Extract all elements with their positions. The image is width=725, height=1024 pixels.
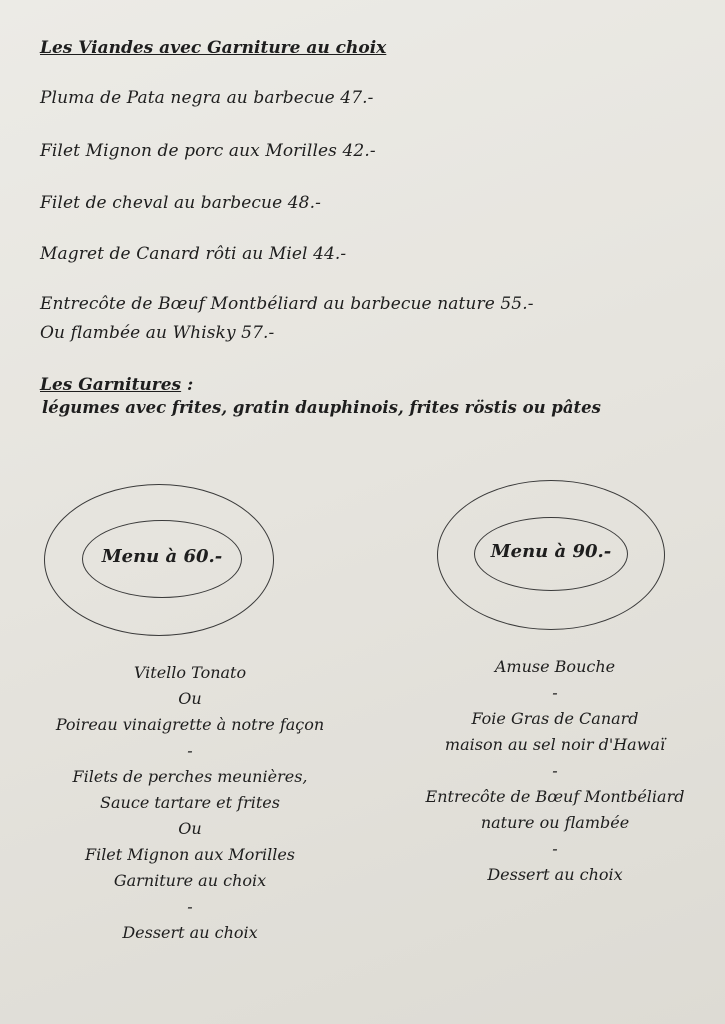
viandes-heading: Les Viandes avec Garniture au choix (40, 38, 387, 58)
garnitures-colon: : (181, 375, 194, 395)
menu90-separator: - (552, 683, 558, 702)
menu90-line: nature ou flambée (480, 813, 630, 832)
viande-item-pluma: Pluma de Pata negra au barbecue 47.- (40, 88, 374, 108)
menu60-line: Garniture au choix (113, 871, 267, 890)
menu60-separator: - (187, 897, 193, 916)
menu60-separator: - (187, 741, 193, 760)
menu60-content (20, 660, 360, 946)
menu90-line: Entrecôte de Bœuf Montbéliard (425, 787, 685, 806)
menu60-title: Menu à 60.- (101, 546, 223, 567)
menu90-separator: - (552, 761, 558, 780)
garnitures-heading: Les Garnitures (40, 375, 182, 395)
menu60-line: Poireau vinaigrette à notre façon (55, 715, 325, 734)
viande-item-magret: Magret de Canard rôti au Miel 44.- (40, 244, 347, 264)
menu90-line: Foie Gras de Canard (471, 709, 639, 728)
menu60-line: Ou (178, 819, 202, 838)
viande-item-entrecote-flambee: Ou flambée au Whisky 57.- (40, 323, 275, 343)
menu60-line: Dessert au choix (122, 923, 258, 942)
menu60-line: Filet Mignon aux Morilles (84, 845, 296, 864)
menu60-line: Sauce tartare et frites (100, 793, 280, 812)
viande-item-filet-cheval: Filet de cheval au barbecue 48.- (40, 193, 321, 213)
viande-item-filet-mignon: Filet Mignon de porc aux Morilles 42.- (40, 141, 376, 161)
garnitures-list: légumes avec frites, gratin dauphinois, frites röstis ou pâtes (42, 398, 601, 417)
menu60-line: Vitello Tonato (133, 663, 247, 682)
menu90-separator: - (552, 839, 558, 858)
menu60-line: Ou (178, 689, 202, 708)
viande-item-entrecote: Entrecôte de Bœuf Montbéliard au barbecue nature 55.- (40, 294, 534, 314)
garnitures-heading-row (40, 375, 193, 395)
menu90-line: Dessert au choix (487, 865, 623, 884)
menu60-line: Filets de perches meunières, (72, 767, 308, 786)
menu90-title: Menu à 90.- (490, 541, 612, 562)
menu90-line: maison au sel noir d'Hawaï (444, 735, 666, 754)
menu90-line: Amuse Bouche (494, 657, 616, 676)
menu90-content (390, 654, 720, 888)
